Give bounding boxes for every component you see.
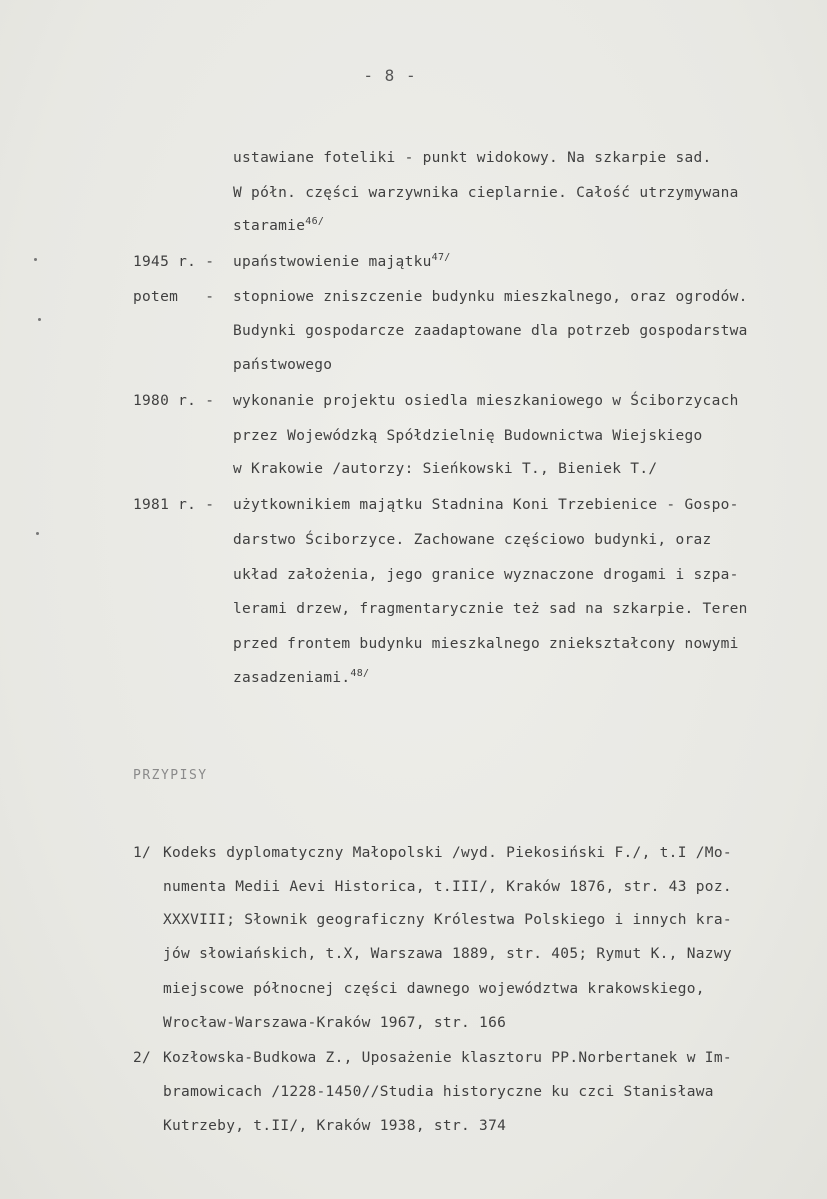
footnote-line: XXXVIII; Słownik geograficzny Królestwa Polskiego i innych kra- bbox=[163, 912, 732, 928]
entry-label: potem - bbox=[133, 289, 215, 305]
footnote-label: 2/ bbox=[133, 1050, 152, 1066]
entry-line: przez Wojewódzką Spółdzielnię Budownictwa Wiejskiego bbox=[233, 428, 703, 444]
footnote-ref: 48/ bbox=[350, 668, 370, 680]
entry-line: staramie$^{46/}$ bbox=[233, 216, 325, 234]
entry-line: upaństwowienie majątku$^{47/}$ bbox=[233, 252, 451, 270]
entry-label: 1981 r. - bbox=[133, 497, 215, 513]
entry-line: przed frontem budynku mieszkalnego zniekształcony nowymi bbox=[233, 636, 739, 652]
entry-line: wykonanie projektu osiedla mieszkaniowego w Ściborzycach bbox=[233, 393, 739, 409]
footnote-label: 1/ bbox=[133, 845, 152, 861]
entry-line: użytkownikiem majątku Stadnina Koni Trzebienice - Gospo- bbox=[233, 497, 739, 513]
entry-line: stopniowe zniszczenie budynku mieszkalnego, oraz ogrodów. bbox=[233, 289, 748, 305]
entry-line: Budynki gospodarcze zaadaptowane dla potrzeb gospodarstwa bbox=[233, 323, 748, 339]
footnote-ref: 47/ bbox=[431, 252, 451, 264]
entry-line: ustawiane foteliki - punkt widokowy. Na szkarpie sad. bbox=[233, 150, 712, 166]
entry-line: lerami drzew, fragmentarycznie też sad na szkarpie. Teren bbox=[233, 601, 748, 617]
entry-line: W półn. części warzywnika cieplarnie. Całość utrzymywana bbox=[233, 185, 739, 201]
footnote-line: miejscowe północnej części dawnego województwa krakowskiego, bbox=[163, 981, 705, 997]
entry-label: 1980 r. - bbox=[133, 393, 215, 409]
scan-speck bbox=[34, 258, 37, 261]
footnote-line: Kozłowska-Budkowa Z., Uposażenie klasztoru PP.Norbertanek w Im- bbox=[163, 1050, 732, 1066]
footnote-ref: 46/ bbox=[305, 216, 325, 228]
entry-line: zasadzeniami.$^{48/}$ bbox=[233, 668, 370, 686]
entry-line: układ założenia, jego granice wyznaczone drogami i szpa- bbox=[233, 567, 739, 583]
entry-label: 1945 r. - bbox=[133, 254, 215, 270]
footnote-line: Kodeks dyplomatyczny Małopolski /wyd. Piekosiński F./, t.I /Mo- bbox=[163, 845, 732, 861]
footnote-line: Wrocław-Warszawa-Kraków 1967, str. 166 bbox=[163, 1015, 507, 1031]
footnote-line: numenta Medii Aevi Historica, t.III/, Kraków 1876, str. 43 poz. bbox=[163, 879, 732, 895]
footnote-line: bramowicach /1228-1450//Studia historyczne ku czci Stanisława bbox=[163, 1084, 714, 1100]
footnotes-title: PRZYPISY bbox=[133, 768, 208, 783]
scan-speck bbox=[36, 532, 39, 535]
footnote-line: Kutrzeby, t.II/, Kraków 1938, str. 374 bbox=[163, 1118, 507, 1134]
scan-speck bbox=[38, 318, 41, 321]
entry-line: państwowego bbox=[233, 357, 333, 373]
entry-line: w Krakowie /autorzy: Sieńkowski T., Bieniek T./ bbox=[233, 461, 658, 477]
footnote-line: jów słowiańskich, t.X, Warszawa 1889, str. 405; Rymut K., Nazwy bbox=[163, 946, 732, 962]
entry-line: darstwo Ściborzyce. Zachowane częściowo budynki, oraz bbox=[233, 532, 712, 548]
page-number: - 8 - bbox=[363, 66, 417, 85]
